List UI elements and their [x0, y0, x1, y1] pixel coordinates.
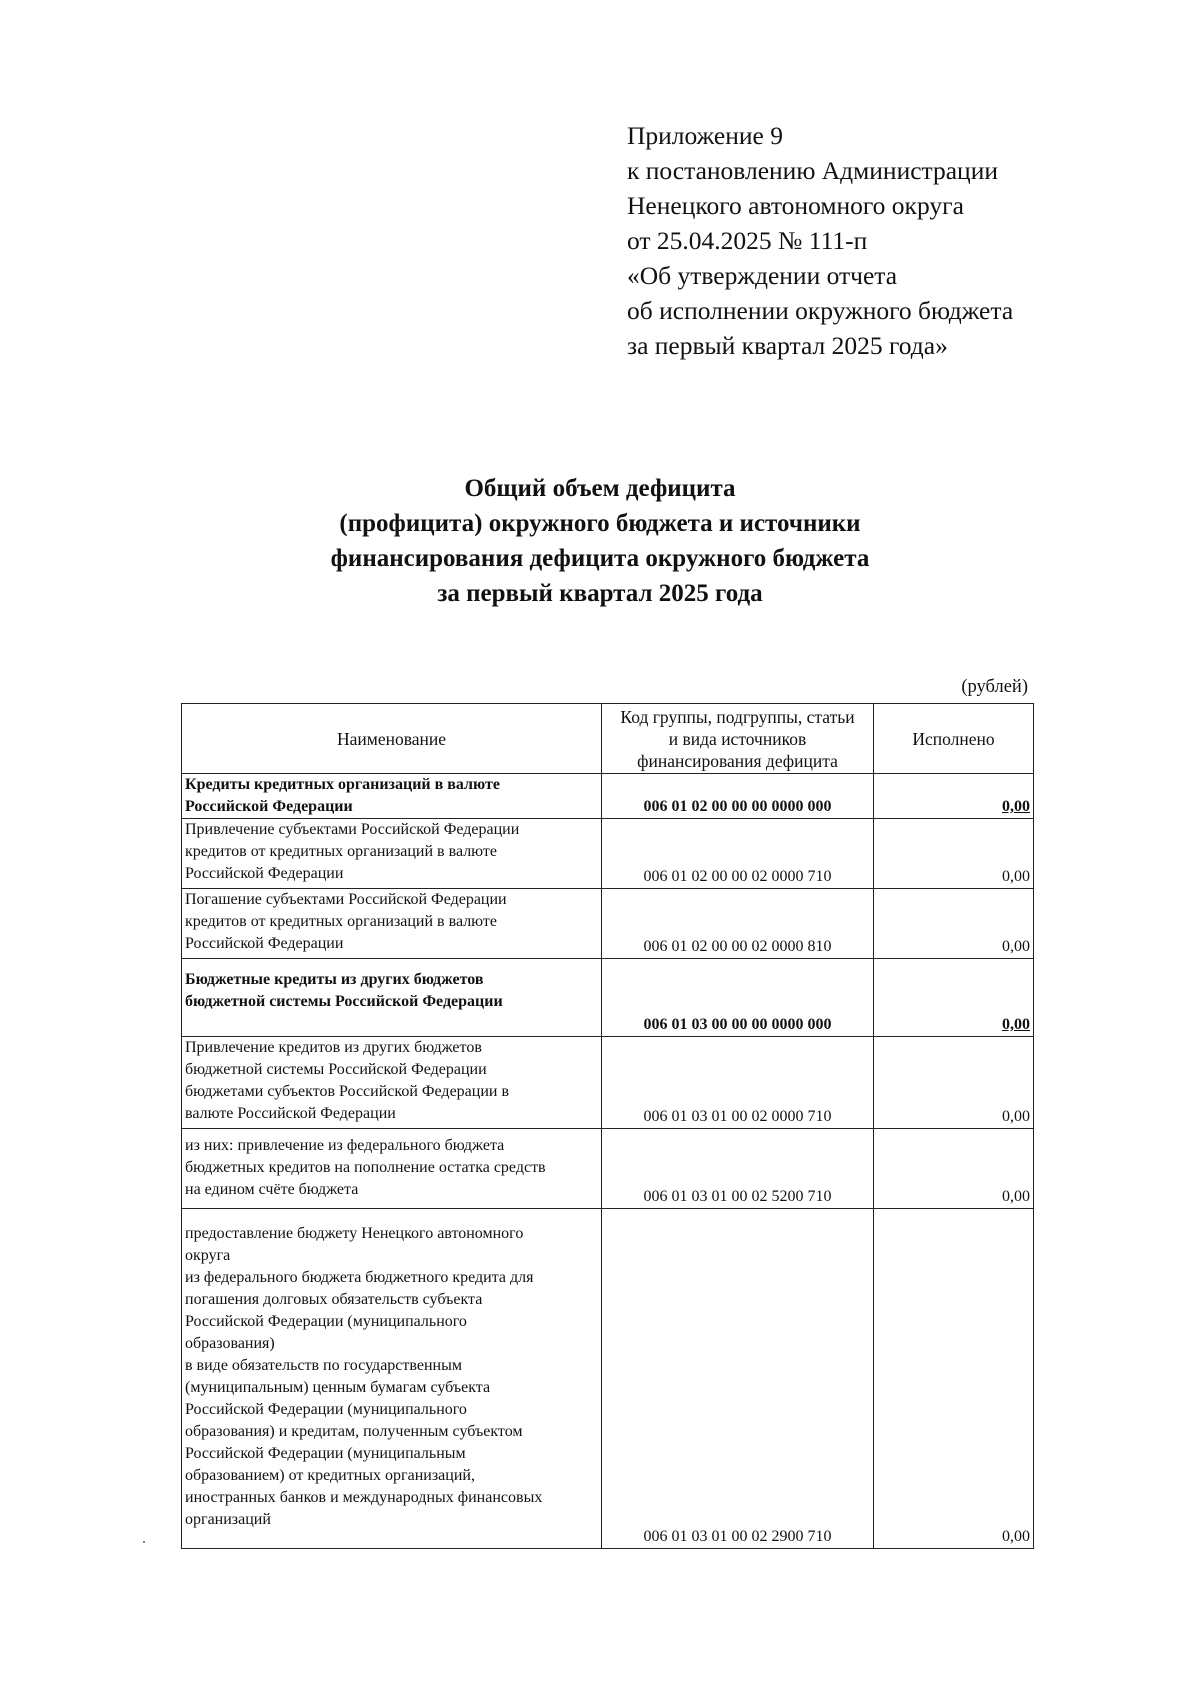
scan-speck: [143, 1541, 145, 1543]
row-name-line: Привлечение кредитов из других бюджетов: [185, 1039, 482, 1056]
deficit-table: [181, 703, 1034, 1549]
row-name-line: Российской Федерации (муниципального: [185, 1401, 467, 1418]
row-value: 0,00: [874, 959, 1034, 1037]
row-name-line: валюте Российской Федерации: [185, 1105, 396, 1122]
row-name-line: на едином счёте бюджета: [185, 1181, 359, 1198]
row-name-line: образования) и кредитам, полученным субъектом: [185, 1423, 523, 1440]
row-name-line: в виде обязательств по государственным: [185, 1357, 462, 1374]
row-name-line: бюджетной системы Российской Федерации: [185, 993, 503, 1010]
row-code: 006 01 03 01 00 02 2900 710: [602, 1209, 874, 1549]
annex-line: от 25.04.2025 № 111-п: [627, 226, 868, 255]
annex-line: к постановлению Администрации: [627, 156, 998, 185]
row-name-line: (муниципальным) ценным бумагам субъекта: [185, 1379, 491, 1396]
annex-line: об исполнении окружного бюджета: [627, 296, 1014, 325]
row-name-line: Кредиты кредитных организаций в валюте: [185, 776, 501, 793]
table-row: [182, 959, 1034, 1037]
row-name-line: бюджетных кредитов на пополнение остатка средств: [185, 1159, 546, 1176]
header-code-line: Код группы, подгруппы, статьи: [620, 706, 855, 727]
row-name-line: Российской Федерации (муниципальным: [185, 1445, 466, 1462]
row-name-line: образования): [185, 1335, 275, 1352]
row-name-line: Российской Федерации: [185, 798, 353, 815]
row-name-line: из федерального бюджета бюджетного кредита для: [185, 1269, 534, 1286]
row-name-line: бюджетной системы Российской Федерации: [185, 1061, 487, 1078]
header-value: Исполнено: [874, 704, 1034, 774]
row-name: [182, 1129, 602, 1209]
row-name-line: из них: привлечение из федерального бюджета: [185, 1137, 505, 1154]
row-name-line: Российской Федерации (муниципального: [185, 1313, 467, 1330]
row-name: [182, 1209, 602, 1549]
row-name-line: Погашение субъектами Российской Федерации: [185, 891, 507, 908]
row-name: [182, 959, 602, 1037]
row-code: 006 01 03 01 00 02 5200 710: [602, 1129, 874, 1209]
row-name: [182, 1037, 602, 1129]
row-code: 006 01 02 00 00 00 0000 000: [602, 774, 874, 819]
table-row: [182, 819, 1034, 889]
table-row: [182, 1037, 1034, 1129]
row-value: 0,00: [874, 774, 1034, 819]
header-code-line: финансирования дефицита: [637, 750, 838, 771]
row-code: 006 01 03 01 00 02 0000 710: [602, 1037, 874, 1129]
document-title: [150, 471, 1050, 611]
table-row: [182, 1209, 1034, 1549]
units-label: (рублей): [961, 677, 1028, 697]
header-code-line: и вида источников: [668, 728, 807, 749]
row-name-line: кредитов от кредитных организаций в валюте: [185, 913, 498, 930]
title-line: за первый квартал 2025 года: [437, 580, 763, 607]
row-value: 0,00: [874, 1129, 1034, 1209]
annex-line: «Об утверждении отчета: [627, 261, 898, 290]
row-name-line: кредитов от кредитных организаций в валюте: [185, 843, 498, 860]
annex-block: [627, 118, 1167, 363]
row-name-line: Привлечение субъектами Российской Федерации: [185, 821, 520, 838]
annex-line: за первый квартал 2025 года»: [627, 331, 948, 360]
table-row: [182, 1129, 1034, 1209]
row-value: 0,00: [874, 819, 1034, 889]
table-row: [182, 774, 1034, 819]
row-code: 006 01 02 00 00 02 0000 810: [602, 889, 874, 959]
row-name-line: округа: [185, 1247, 231, 1264]
row-name-line: организаций: [185, 1511, 271, 1528]
row-code: 006 01 02 00 00 02 0000 710: [602, 819, 874, 889]
row-name-line: Российской Федерации: [185, 935, 344, 952]
row-name-line: Бюджетные кредиты из других бюджетов: [185, 971, 484, 988]
row-name-line: образованием) от кредитных организаций,: [185, 1467, 475, 1484]
table-header-row: [182, 704, 1034, 774]
row-name: [182, 819, 602, 889]
row-name-line: предоставление бюджету Ненецкого автономного: [185, 1225, 524, 1242]
header-name: Наименование: [182, 704, 602, 774]
row-value: 0,00: [874, 889, 1034, 959]
row-value: 0,00: [874, 1037, 1034, 1129]
title-line: Общий объем дефицита: [464, 475, 736, 502]
row-name-line: Российской Федерации: [185, 865, 344, 882]
annex-line: Приложение 9: [627, 121, 783, 150]
row-name: [182, 889, 602, 959]
row-name-line: иностранных банков и международных финансовых: [185, 1489, 543, 1506]
header-code: [602, 704, 874, 774]
title-line: (профицита) окружного бюджета и источники: [339, 510, 861, 537]
annex-line: Ненецкого автономного округа: [627, 191, 964, 220]
row-name: [182, 774, 602, 819]
row-name-line: бюджетами субъектов Российской Федерации в: [185, 1083, 510, 1100]
row-code: 006 01 03 00 00 00 0000 000: [602, 959, 874, 1037]
title-line: финансирования дефицита окружного бюджета: [330, 545, 870, 572]
row-value: 0,00: [874, 1209, 1034, 1549]
table-row: [182, 889, 1034, 959]
row-name-line: погашения долговых обязательств субъекта: [185, 1291, 483, 1308]
